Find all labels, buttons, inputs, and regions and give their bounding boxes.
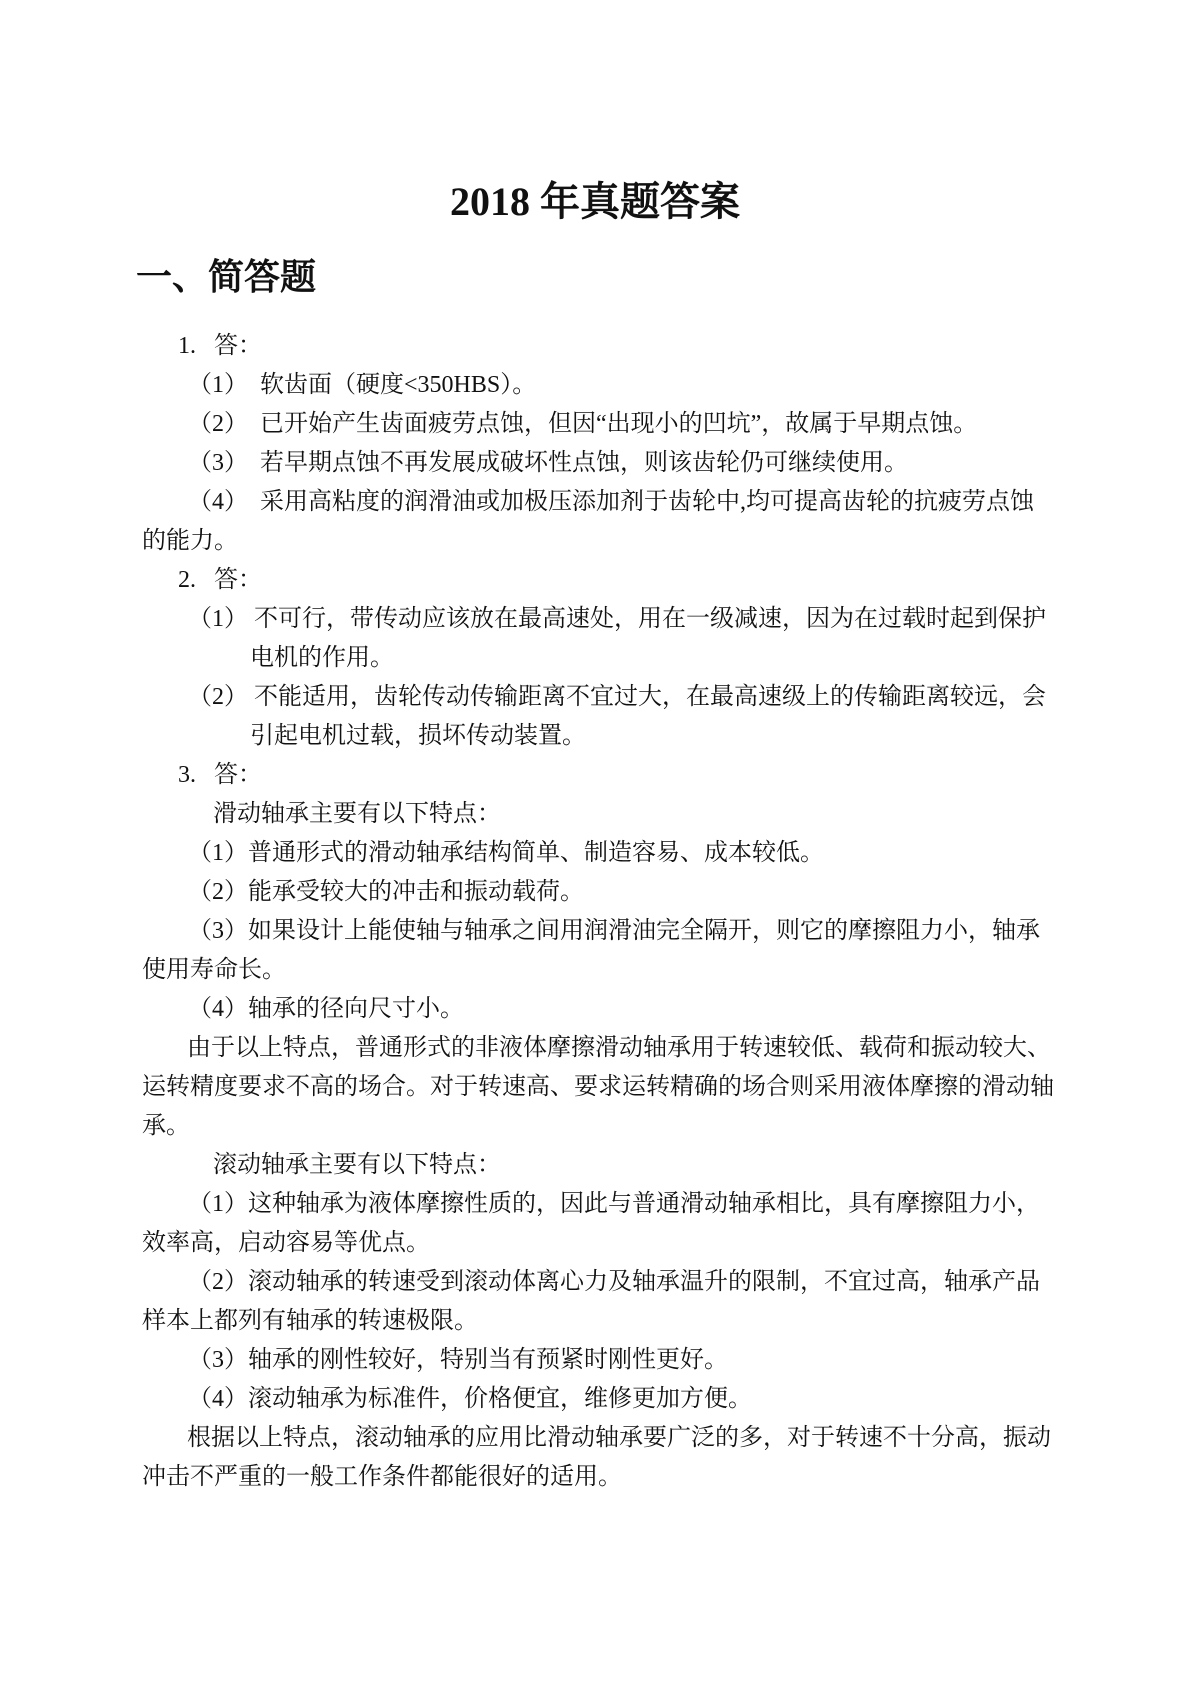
text-line: 3. 答： xyxy=(178,762,262,788)
text-line: （4） 采用高粘度的润滑油或加极压添加剂于齿轮中,均可提高齿轮的抗疲劳点蚀 xyxy=(188,489,1034,515)
text-line: 由于以上特点，普通形式的非液体摩擦滑动轴承用于转速较低、载荷和振动较大、 xyxy=(187,1035,1051,1061)
text-line: 运转精度要求不高的场合。对于转速高、要求运转精确的场合则采用液体摩擦的滑动轴 xyxy=(142,1074,1054,1100)
text-line: （3）轴承的刚性较好，特别当有预紧时刚性更好。 xyxy=(188,1347,728,1373)
text-line: 样本上都列有轴承的转速极限。 xyxy=(142,1308,478,1334)
text-line: 2. 答： xyxy=(178,567,262,593)
text-line: 引起电机过载，损坏传动装置。 xyxy=(250,723,586,749)
text-line: （1） 软齿面（硬度<350HBS）。 xyxy=(188,372,537,398)
text-line: 滚动轴承主要有以下特点： xyxy=(213,1152,501,1178)
text-line: （1）这种轴承为液体摩擦性质的，因此与普通滑动轴承相比，具有摩擦阻力小， xyxy=(188,1191,1040,1217)
text-line: （4）轴承的径向尺寸小。 xyxy=(188,996,464,1022)
text-line: （3）如果设计上能使轴与轴承之间用润滑油完全隔开，则它的摩擦阻力小，轴承 xyxy=(188,918,1040,944)
text-line: 冲击不严重的一般工作条件都能很好的适用。 xyxy=(142,1464,622,1490)
text-line: 根据以上特点，滚动轴承的应用比滑动轴承要广泛的多，对于转速不十分高，振动 xyxy=(187,1425,1051,1451)
text-line: （2）滚动轴承的转速受到滚动体离心力及轴承温升的限制，不宜过高，轴承产品 xyxy=(188,1269,1040,1295)
text-line: 的能力。 xyxy=(142,528,238,554)
document-body xyxy=(142,327,1122,1497)
text-line: （2） 已开始产生齿面疲劳点蚀，但因“出现小的凹坑”，故属于早期点蚀。 xyxy=(188,411,978,437)
text-line: （1）普通形式的滑动轴承结构简单、制造容易、成本较低。 xyxy=(188,840,824,866)
text-line: 使用寿命长。 xyxy=(142,957,286,983)
text-line: 承。 xyxy=(142,1113,190,1139)
text-line: 滑动轴承主要有以下特点： xyxy=(213,801,501,827)
section-heading: 一、简答题 xyxy=(136,257,317,297)
text-line: （4）滚动轴承为标准件，价格便宜，维修更加方便。 xyxy=(188,1386,752,1412)
text-line: 效率高，启动容易等优点。 xyxy=(142,1230,430,1256)
text-line: （1） 不可行，带传动应该放在最高速处，用在一级减速，因为在过载时起到保护 xyxy=(188,606,1046,632)
document-title: 2018 年真题答案 xyxy=(450,179,740,224)
text-line: （2）能承受较大的冲击和振动载荷。 xyxy=(188,879,584,905)
text-line: 1. 答： xyxy=(178,333,262,359)
text-line: （3） 若早期点蚀不再发展成破坏性点蚀，则该齿轮仍可继续使用。 xyxy=(188,450,908,476)
text-line: （2） 不能适用，齿轮传动传输距离不宜过大，在最高速级上的传输距离较远，会 xyxy=(188,684,1046,710)
text-line: 电机的作用。 xyxy=(250,645,394,671)
